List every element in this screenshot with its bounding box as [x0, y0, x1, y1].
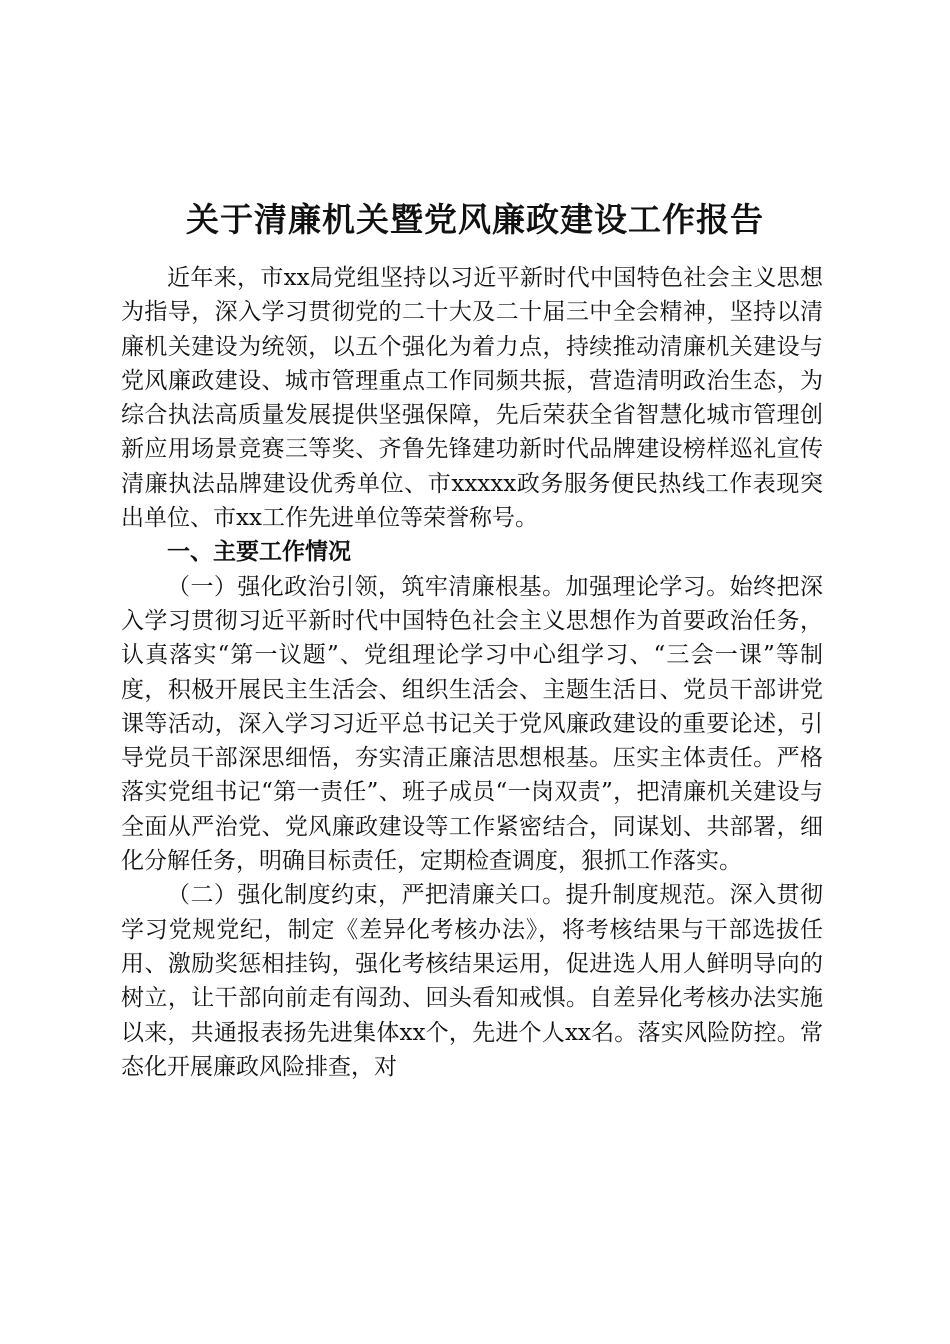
document-title: 关于清廉机关暨党风廉政建设工作报告 — [186, 200, 764, 239]
body-paragraph: （一）强化政治引领，筑牢清廉根基。加强理论学习。始终把深入学习贯彻习近平新时代中国特色社会主义思想作为首要政治任务，认真落实“第一议题”、党组理论学习中心组学习、“三会一课”等制度，积极开展民主生活会、组织生活会、主题生活日、党员干部讲党课等活动，深入学习习近平总书记关于党风廉政建设的重要论述，引导党员干部深思细悟，夯实清正廉洁思想根基。压实主体责任。严格落实党组书记“第一责任”、班子成员“一岗双责”，把清廉机关建设与全面从严治党、党风廉政建设等工作紧密结合，同谋划、共部署，细化分解任务，明确目标责任，定期检查调度，狠抓工作落实。 — [121, 573, 823, 875]
document-body — [121, 261, 823, 1084]
section-heading: 一、主要工作情况 — [167, 539, 351, 566]
intro-paragraph: 近年来，市xx局党组坚持以习近平新时代中国特色社会主义思想为指导，深入学习贯彻党的二十大及二十届三中全会精神，坚持以清廉机关建设为统领，以五个强化为着力点，持续推动清廉机关建设与党风廉政建设、城市管理重点工作同频共振，营造清明政治生态，为综合执法高质量发展提供坚强保障，先后荣获全省智慧化城市管理创新应用场景竞赛三等奖、齐鲁先锋建功新时代品牌建设榜样巡礼宣传清廉执法品牌建设优秀单位、市xxxxx政务服务便民热线工作表现突出单位、市xx工作先进单位等荣誉称号。 — [121, 265, 823, 532]
body-paragraph: （二）强化制度约束，严把清廉关口。提升制度规范。深入贯彻学习党规党纪，制定《差异化考核办法》，将考核结果与干部选拔任用、激励奖惩相挂钩，强化考核结果运用，促进选人用人鲜明导向的树立，让干部向前走有闯劲、回头看知戒惧。自差异化考核办法实施以来，共通报表扬先进集体xx个，先进个人xx名。落实风险防控。常态化开展廉政风险排查，对 — [121, 882, 823, 1080]
